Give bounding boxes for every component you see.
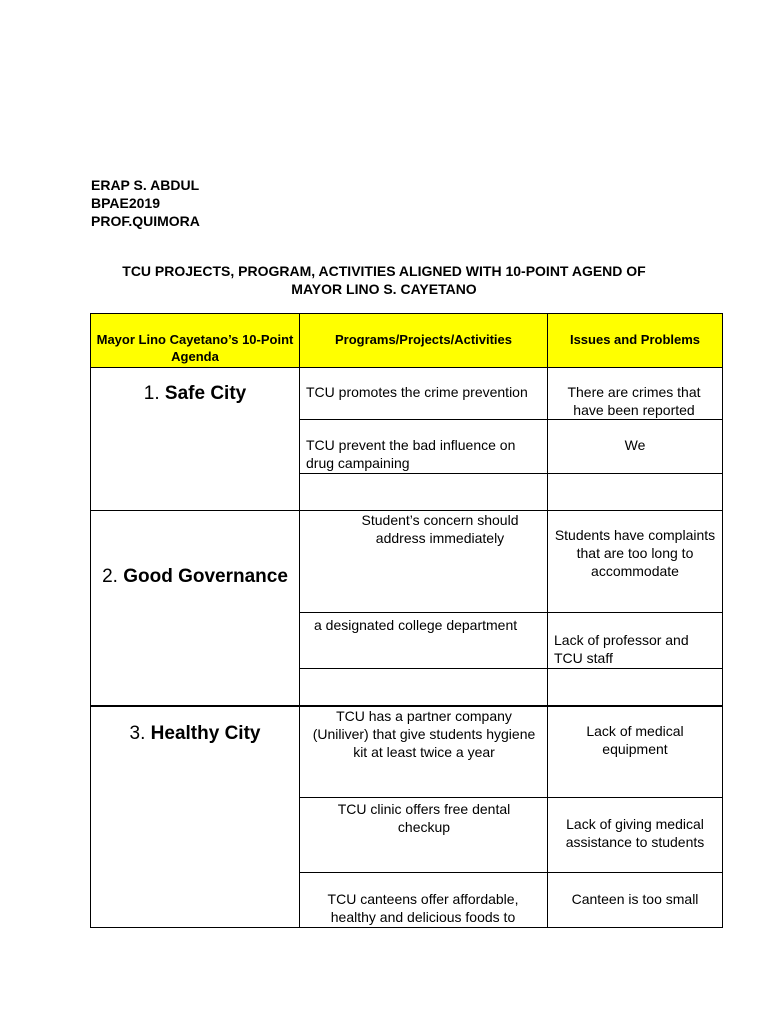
agenda-healthy-city — [92, 722, 298, 746]
row-divider — [299, 668, 723, 669]
issue-cell: Students have complaints that are too long to accommodate — [554, 527, 716, 579]
program-cell: TCU clinic offers free dental checkup — [337, 801, 511, 835]
author-block — [91, 176, 200, 230]
row-divider — [299, 797, 723, 798]
agenda-number: 1. — [143, 383, 160, 404]
row-divider — [299, 612, 723, 613]
title-line-1: TCU PROJECTS, PROGRAM, ACTIVITIES ALIGNED WITH 10-POINT AGEND OF — [122, 263, 646, 279]
issue-cell: Canteen is too small — [571, 891, 699, 907]
row-divider — [299, 473, 723, 474]
column-divider — [547, 313, 548, 928]
professor-name: PROF.QUIMORA — [91, 213, 200, 229]
course-code: BPAE2019 — [91, 195, 161, 211]
issue-cell: Lack of medical equipment — [586, 723, 684, 757]
agenda-name: Safe City — [164, 383, 247, 404]
header-programs: Programs/Projects/Activities — [334, 332, 513, 347]
program-cell: Student’s concern should address immediately — [361, 512, 519, 546]
agenda-number: 3. — [129, 723, 146, 744]
title-line-2: MAYOR LINO S. CAYETANO — [291, 281, 477, 297]
row-divider — [299, 872, 723, 873]
issue-cell: Lack of giving medical assistance to students — [565, 816, 705, 850]
agenda-good-governance — [92, 565, 298, 589]
agenda-name: Good Governance — [123, 566, 288, 587]
document-title — [90, 262, 678, 298]
row-divider — [90, 367, 723, 368]
program-cell: TCU promotes the crime prevention — [306, 384, 528, 400]
program-cell: TCU prevent the bad influence on drug campaining — [306, 437, 516, 471]
issue-cell: We — [624, 437, 646, 453]
column-divider — [299, 313, 300, 928]
author-name: ERAP S. ABDUL — [91, 177, 200, 193]
program-cell: a designated college department — [314, 617, 518, 633]
header-issues: Issues and Problems — [569, 332, 701, 347]
row-divider — [299, 419, 723, 420]
program-cell: TCU has a partner company (Uniliver) that give students hygiene kit at least twice a year — [312, 708, 536, 760]
header-agenda: Mayor Lino Cayetano’s 10-Point Agenda — [96, 332, 294, 364]
program-cell: TCU canteens offer affordable, healthy and delicious foods to — [327, 891, 519, 925]
agenda-safe-city — [92, 382, 298, 406]
issue-cell: There are crimes that have been reported — [567, 384, 701, 418]
issue-cell: Lack of professor and TCU staff — [554, 632, 689, 666]
agenda-number: 2. — [102, 566, 118, 587]
agenda-name: Healthy City — [150, 723, 261, 744]
